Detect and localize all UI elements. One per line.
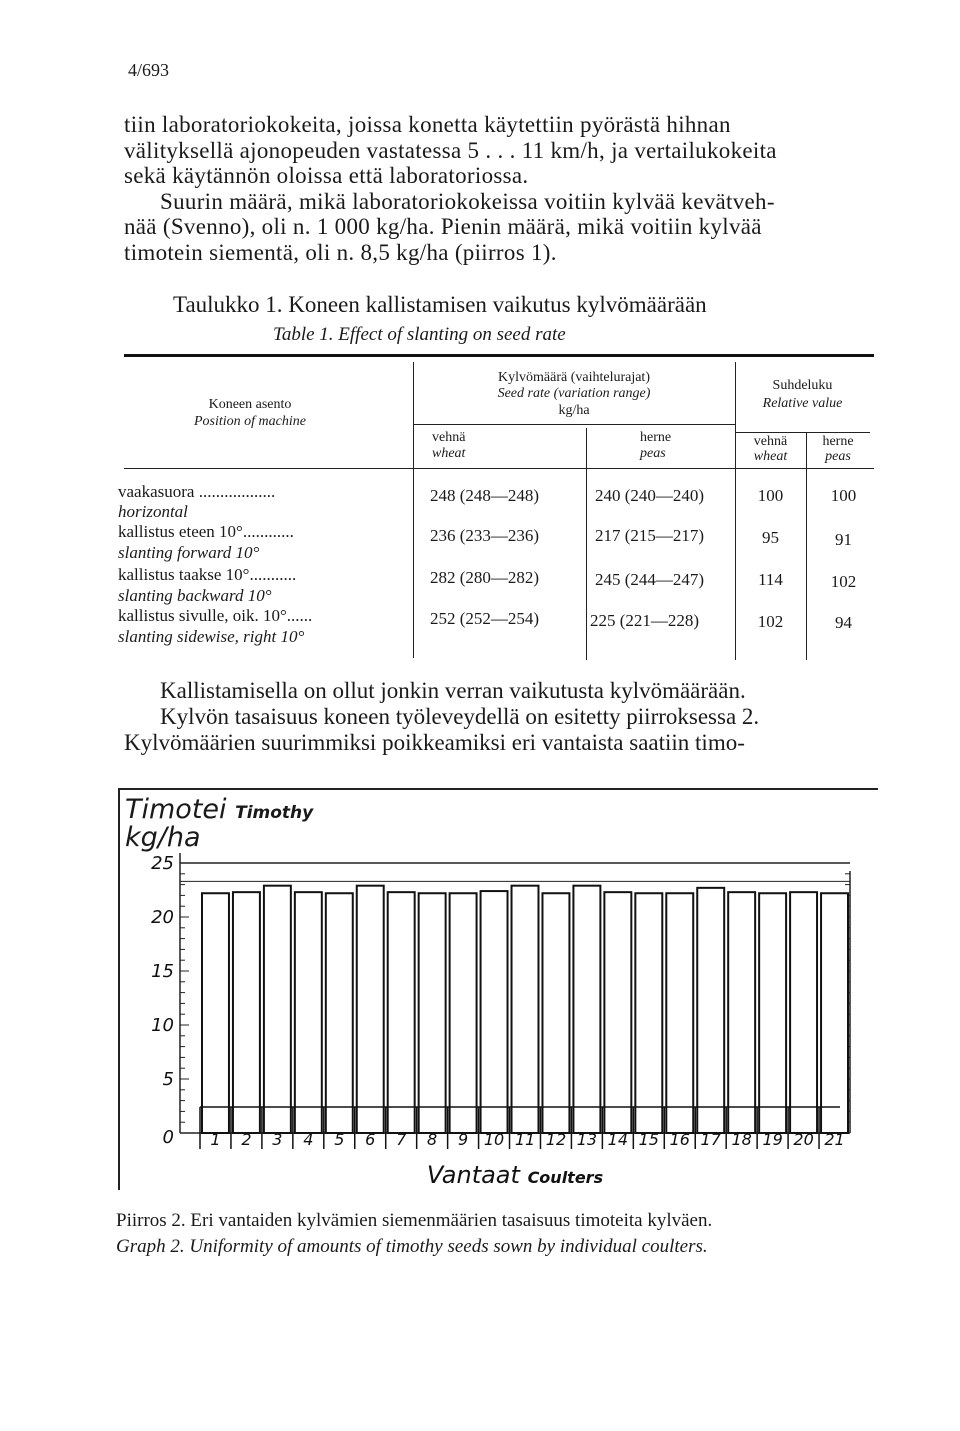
- row-label-en: slanting forward 10°: [118, 543, 260, 562]
- y-tick-label: 15: [151, 961, 174, 982]
- bar: [233, 892, 260, 1133]
- graph-caption-en: Graph 2. Uniformity of amounts of timothy seeds sown by individual coulters.: [116, 1236, 708, 1257]
- graph-title: Timotei Timothy: [125, 794, 314, 825]
- table-top-rule: [124, 354, 874, 357]
- rel-peas-value: 94: [835, 613, 852, 632]
- bar: [542, 893, 569, 1133]
- x-tick-label: 5: [334, 1130, 345, 1149]
- seed-rate-header-fi: Kylvömäärä (vaihtelurajat): [498, 370, 650, 385]
- row-label-fi: kallistus eteen 10°............: [118, 522, 294, 541]
- bar: [635, 893, 662, 1133]
- row-label-en: slanting backward 10°: [118, 586, 272, 605]
- x-tick-label: 12: [545, 1130, 567, 1149]
- x-tick-label: 18: [731, 1130, 752, 1149]
- bar: [264, 886, 291, 1133]
- rel-peas-value: 102: [830, 572, 857, 591]
- wheat-value: 252 (252—254): [430, 609, 540, 628]
- row-label-en: slanting sidewise, right 10°: [118, 627, 305, 646]
- bar: [357, 886, 384, 1133]
- bar: [759, 893, 786, 1133]
- relative-header-en: Relative value: [762, 396, 843, 411]
- row-label-en: horizontal: [118, 502, 188, 521]
- rel-wheat-value: 114: [758, 570, 783, 589]
- y-tick-label: 0: [162, 1127, 174, 1148]
- graph-unit: kg/ha: [125, 822, 201, 853]
- x-tick-label: 14: [607, 1130, 629, 1149]
- bar: [450, 893, 477, 1133]
- y-tick-label: 25: [151, 853, 174, 874]
- graph-frame-top: [118, 788, 878, 790]
- peas-header-en: peas: [640, 446, 666, 461]
- table-sub-rule: [735, 432, 870, 433]
- rel-peas-value: 91: [835, 530, 852, 549]
- peas-value: 240 (240—240): [595, 486, 705, 505]
- y-tick-label: 20: [151, 907, 174, 928]
- intro-line: nää (Svenno), oli n. 1 000 kg/ha. Pienin määrä, mikä voitiin kylvää: [124, 214, 762, 240]
- x-axis-label: Vantaat Coulters: [426, 1161, 604, 1189]
- peas-value: 225 (221—228): [590, 611, 700, 630]
- bar: [388, 892, 415, 1133]
- body-paragraph: [124, 678, 880, 756]
- bar: [512, 886, 539, 1133]
- row-label-fi: vaakasuora ..................: [118, 482, 276, 501]
- relative-header-fi: Suhdeluku: [772, 378, 833, 393]
- wheat-header-en: wheat: [432, 446, 466, 461]
- x-tick-label: 11: [514, 1130, 536, 1149]
- rel-wheat-value: 102: [757, 612, 784, 631]
- x-tick-label: 2: [241, 1130, 252, 1149]
- x-tick-label: 17: [700, 1130, 721, 1149]
- bar: [697, 888, 724, 1133]
- body-line: Kallistamisella on ollut jonkin verran vaikutusta kylvömäärään.: [160, 678, 746, 703]
- intro-paragraph: [124, 112, 884, 266]
- rel-wheat-value: 100: [757, 486, 784, 505]
- x-tick-label: 16: [669, 1130, 690, 1149]
- x-tick-label: 10: [483, 1130, 505, 1149]
- graph-caption-fi: Piirros 2. Eri vantaiden kylvämien siemenmäärien tasaisuus timoteita kylväen.: [116, 1210, 713, 1231]
- bar: [295, 892, 322, 1133]
- intro-line: välityksellä ajonopeuden vastatessa 5 . . . 11 km/h, ja vertailukokeita: [124, 137, 777, 163]
- page-number: 4/693: [128, 60, 170, 80]
- body-line: Kylvön tasaisuus koneen työleveydellä on esitetty piirroksessa 2.: [160, 704, 760, 729]
- x-tick-label: 19: [762, 1130, 783, 1149]
- rel-wheat-header-fi: vehnä: [753, 434, 788, 449]
- bar: [573, 886, 600, 1133]
- wheat-value: 236 (233—236): [430, 526, 540, 545]
- x-tick-label: 4: [303, 1130, 314, 1149]
- row-label-fi: kallistus taakse 10°...........: [118, 565, 297, 584]
- rel-peas-header-en: peas: [825, 449, 851, 464]
- x-tick-label: 6: [365, 1130, 376, 1149]
- intro-line: timotein siementä, oli n. 8,5 kg/ha (piirros 1).: [124, 239, 557, 265]
- x-tick-label: 21: [824, 1130, 845, 1149]
- peas-header-fi: herne: [640, 430, 672, 445]
- rel-peas-value: 100: [830, 486, 857, 505]
- table-sub-rule: [413, 424, 735, 425]
- table-caption-en: Table 1. Effect of slanting on seed rate: [273, 324, 566, 345]
- y-tick-label: 10: [151, 1015, 174, 1036]
- table-caption-fi: Taulukko 1. Koneen kallistamisen vaikutus kylvömäärään: [173, 292, 707, 317]
- intro-line: Suurin määrä, mikä laboratoriokokeissa voitiin kylvää kevätveh-: [160, 188, 775, 214]
- row-label-fi: kallistus sivulle, oik. 10°......: [118, 606, 313, 625]
- bar: [419, 893, 446, 1133]
- position-header-en: Position of machine: [194, 414, 306, 429]
- intro-line: tiin laboratoriokokeita, joissa konetta käytettiin pyörästä hihnan: [124, 112, 731, 137]
- x-tick-label: 7: [396, 1130, 407, 1149]
- graph-title-en: Timothy: [235, 803, 314, 823]
- x-tick-label: 15: [638, 1130, 659, 1149]
- chart: [120, 840, 880, 1190]
- wheat-value: 248 (248—248): [430, 486, 540, 505]
- bar: [666, 893, 693, 1133]
- rel-peas-header-fi: herne: [822, 434, 854, 449]
- x-tick-label: 8: [427, 1130, 438, 1149]
- x-axis-label-en: Coulters: [527, 1168, 604, 1187]
- x-tick-label: 20: [793, 1130, 814, 1149]
- x-tick-label: 1: [210, 1130, 221, 1149]
- seed-rate-unit: kg/ha: [558, 403, 590, 418]
- bar: [821, 893, 848, 1133]
- peas-value: 245 (244—247): [595, 570, 705, 589]
- bar: [604, 892, 631, 1133]
- bar: [202, 893, 229, 1133]
- bar: [790, 892, 817, 1133]
- intro-line: sekä käytännön oloissa että laboratoriossa.: [124, 163, 529, 189]
- table-header-rule: [124, 468, 874, 469]
- x-tick-label: 13: [576, 1130, 598, 1149]
- y-tick-label: 5: [162, 1069, 174, 1090]
- x-tick-label: 3: [272, 1130, 283, 1149]
- wheat-header-fi: vehnä: [432, 430, 466, 445]
- body-line: Kylvömäärien suurimmiksi poikkeamiksi eri vantaista saatiin timo-: [124, 730, 745, 755]
- rel-wheat-header-en: wheat: [753, 449, 788, 464]
- bar: [728, 892, 755, 1133]
- bar: [326, 893, 353, 1133]
- position-header-fi: Koneen asento: [208, 397, 292, 412]
- bar: [481, 891, 508, 1133]
- seed-rate-header-en: Seed rate (variation range): [497, 386, 651, 401]
- rel-wheat-value: 95: [762, 528, 779, 547]
- x-tick-label: 9: [458, 1130, 469, 1149]
- peas-value: 217 (215—217): [595, 526, 705, 545]
- table-col-divider: [586, 428, 587, 660]
- wheat-value: 282 (280—282): [430, 568, 540, 587]
